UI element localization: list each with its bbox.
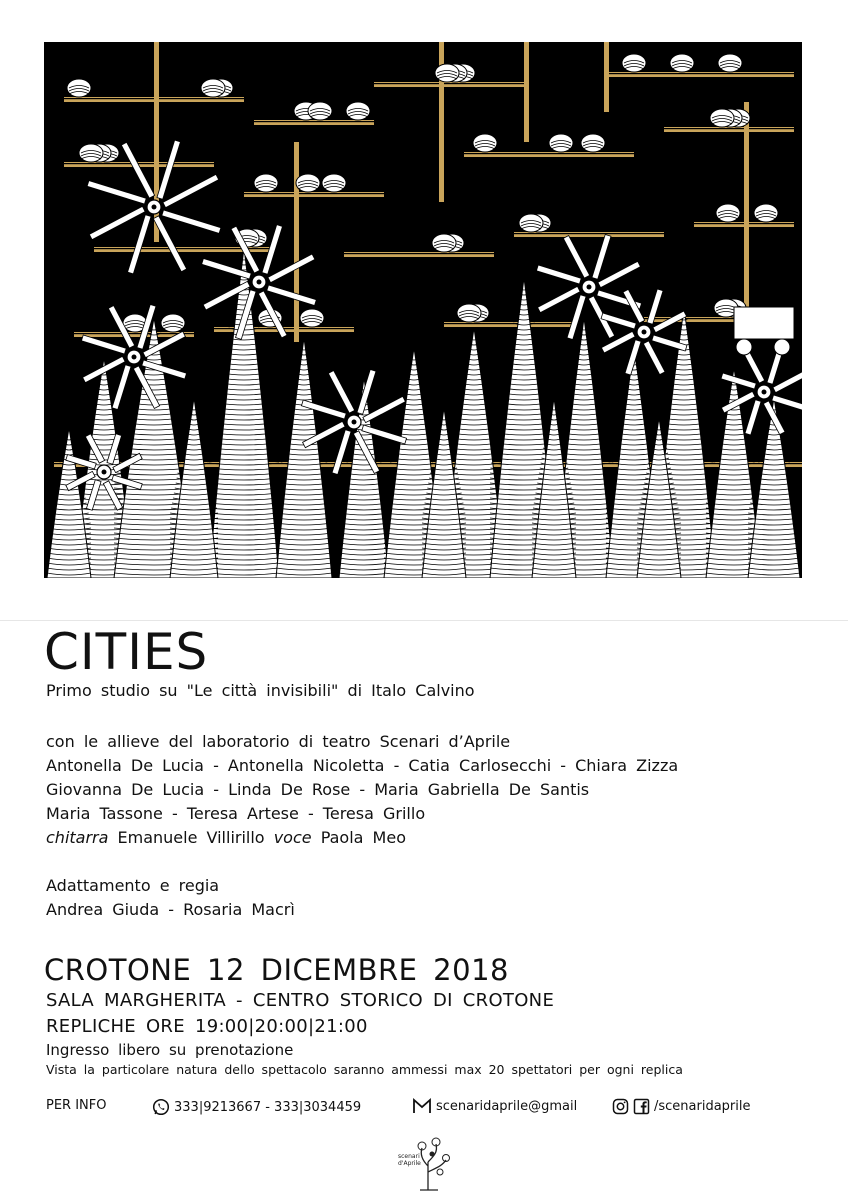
shelf-object (161, 314, 185, 332)
windmill-blade (332, 430, 351, 475)
windmill-blade (89, 206, 145, 239)
windmill-blade (623, 289, 645, 323)
shelf-object (718, 54, 742, 72)
shelf-object (710, 109, 734, 127)
pipe (294, 142, 299, 342)
windmill-blade (538, 286, 581, 312)
windmill-blade (87, 181, 146, 204)
shelf-object (670, 54, 694, 72)
info-phones (152, 1098, 361, 1116)
shelf (244, 192, 384, 197)
shelf-object (300, 309, 324, 327)
shelf (664, 127, 794, 132)
event-note: Vista la particolare natura dello spettacolo saranno ammessi max 20 spettatori per ogni replica (46, 1062, 683, 1077)
music-role-guitar: chitarra (46, 828, 109, 847)
wagon-wheel (774, 339, 790, 355)
windmill-blade (121, 142, 154, 198)
windmill-blade (592, 234, 611, 279)
wagon (734, 307, 794, 339)
windmill-blade (112, 365, 131, 410)
whatsapp-icon (152, 1098, 170, 1116)
event-times: REPLICHE ORE 19:00|20:00|21:00 (46, 1016, 368, 1037)
shelf-object (473, 134, 497, 152)
logo-text: scenari d'Aprile (398, 1153, 421, 1167)
event-date: CROTONE 12 DICEMBRE 2018 (44, 953, 509, 987)
music-name-voice: Paola Meo (320, 828, 406, 847)
shelf-object (67, 79, 91, 97)
info-label: PER INFO (46, 1098, 107, 1113)
shelf-object (201, 79, 225, 97)
shelf-object (346, 102, 370, 120)
windmill-blade (128, 215, 151, 274)
shelf-object (296, 174, 320, 192)
credits-intro: con le allieve del laboratorio di teatro Scenari d’Aprile (46, 732, 511, 751)
shelf-object (254, 174, 278, 192)
info-email (412, 1098, 577, 1114)
divider (0, 620, 848, 621)
direction-label: Adattamento e regia (46, 876, 220, 895)
social-handle: /scenaridaprile (654, 1099, 751, 1114)
windmill-blade (563, 236, 589, 279)
windmill-city-illustration (44, 42, 802, 578)
shelf (464, 152, 634, 157)
windmill-blade (153, 216, 186, 272)
windmill-blade (721, 373, 756, 389)
cast-line-1: Antonella De Lucia - Antonella Nicoletta - Catia Carlosecchi - Chiara Zizza (46, 756, 679, 775)
windmill-blade (601, 331, 635, 353)
shelf-object (581, 134, 605, 152)
mail-icon (412, 1098, 432, 1114)
windmill-blade (745, 400, 761, 435)
artwork-illustration (44, 42, 802, 578)
event-venue: SALA MARGHERITA - CENTRO STORICO DI CROTONE (46, 990, 555, 1011)
windmill-blade (81, 335, 126, 354)
shelf (374, 82, 524, 87)
shelf-object (457, 304, 481, 322)
shelf-object (549, 134, 573, 152)
info-social (612, 1098, 751, 1115)
windmill-blade (598, 261, 641, 287)
music-name-guitar: Emanuele Villirillo (117, 828, 265, 847)
windmill-blade (643, 341, 665, 375)
pipe (604, 42, 609, 112)
facebook-icon (633, 1098, 650, 1115)
windmill-blade (268, 254, 315, 283)
windmill-blade (162, 210, 221, 233)
pipe (524, 42, 529, 142)
shelf-object (432, 234, 456, 252)
poster-title: CITIES (44, 623, 209, 681)
instagram-icon (612, 1098, 629, 1115)
pipe (744, 102, 749, 322)
shelf (604, 72, 794, 77)
windmill-blade (773, 371, 802, 393)
shelf-object (519, 214, 543, 232)
spire (276, 338, 332, 578)
music-role-voice: voce (273, 828, 312, 847)
phone-numbers: 333|9213667 - 333|3034459 (174, 1099, 362, 1115)
windmill-blade (328, 371, 354, 414)
windmill-blade (163, 174, 219, 207)
wagon-wheel (736, 339, 752, 355)
shelf-object (322, 174, 346, 192)
shelf (254, 120, 374, 125)
shelf (344, 252, 494, 257)
windmill-blade (536, 265, 581, 284)
shelf-object (308, 102, 332, 120)
event-entry: Ingresso libero su prenotazione (46, 1041, 294, 1059)
cast-line-2: Giovanna De Lucia - Linda De Rose - Maria Gabriella De Santis (46, 780, 590, 799)
shelf-object (716, 204, 740, 222)
shelf (514, 232, 664, 237)
email-address: scenaridaprile@gmail (436, 1098, 578, 1114)
cast-line-3: Maria Tassone - Teresa Artese - Teresa Grillo (46, 804, 426, 823)
direction-names: Andrea Giuda - Rosaria Macrì (46, 900, 295, 919)
shelf (444, 322, 574, 327)
shelf-object (79, 144, 103, 162)
windmill-blade (267, 285, 317, 306)
poster-subtitle: Primo studio su "Le città invisibili" di Italo Calvino (46, 681, 475, 700)
windmill-blade (157, 140, 180, 199)
shelf-object (754, 204, 778, 222)
shelf-object (622, 54, 646, 72)
shelf-object (435, 64, 459, 82)
music-credits (46, 828, 406, 847)
